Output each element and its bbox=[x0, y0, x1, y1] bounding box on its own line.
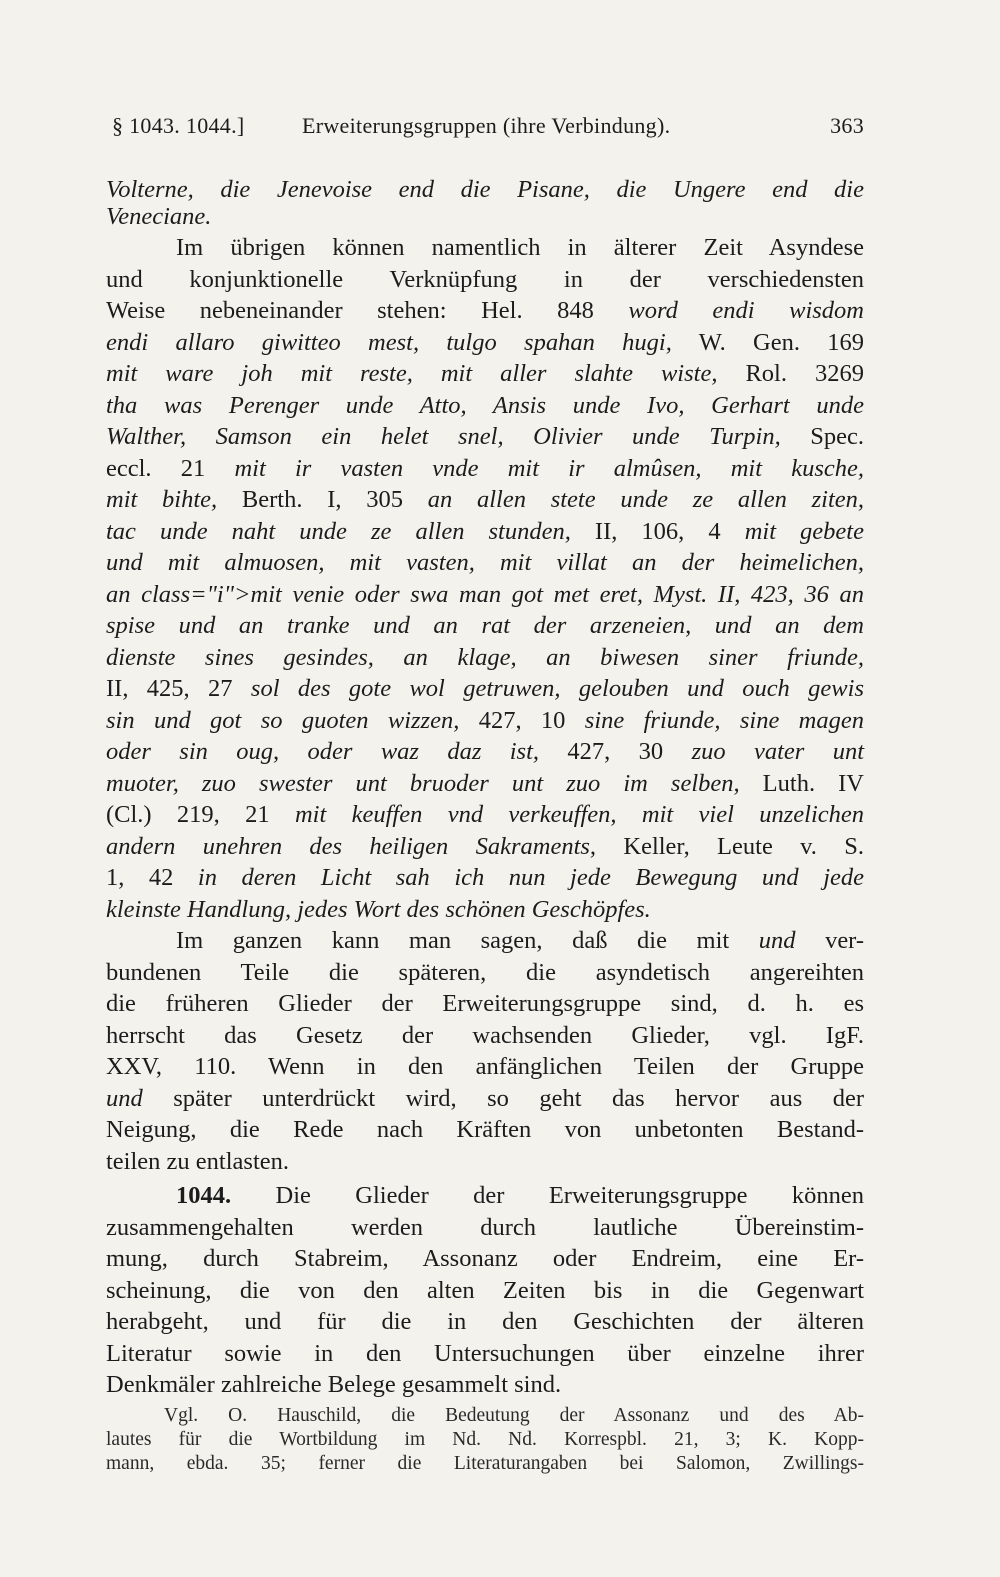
text-line: kleinste Handlung, jedes Wort des schönen Geschöpfes. bbox=[106, 896, 651, 923]
text-line: II, 425, 27 sol des gote wol getruwen, gelouben und ouch gewis bbox=[106, 675, 864, 702]
text-line: Veneciane. bbox=[106, 203, 212, 230]
text-line: herrscht das Gesetz der wachsenden Glieder, vgl. IgF. bbox=[106, 1022, 864, 1049]
text-line: herabgeht, und für die in den Geschichten der älteren bbox=[106, 1308, 864, 1335]
text-line: Literatur sowie in den Untersuchungen über einzelne ihrer bbox=[106, 1340, 864, 1367]
section-reference: § 1043. 1044.] bbox=[112, 113, 245, 138]
text-line: tac unde naht unde ze allen stunden, II, 106, 4 mit gebete bbox=[106, 518, 864, 545]
text-line: andern unehren des heiligen Sakraments, Keller, Leute v. S. bbox=[106, 833, 864, 860]
text-line: und mit almuosen, mit vasten, mit villat an der heimelichen, bbox=[106, 549, 864, 576]
text-line: oder sin oug, oder waz daz ist, 427, 30 zuo vater unt bbox=[106, 738, 865, 765]
text-line: spise und an tranke und an rat der arzeneien, und an dem bbox=[106, 612, 864, 639]
text-line: bundenen Teile die späteren, die asyndetisch angereihten bbox=[106, 959, 864, 986]
text-line: (Cl.) 219, 21 mit keuffen vnd verkeuffen, mit viel unzelichen bbox=[106, 801, 864, 828]
text-line: scheinung, die von den alten Zeiten bis in die Gegenwart bbox=[106, 1277, 864, 1304]
text-line: tha was Perenger unde Atto, Ansis unde Ivo, Gerhart unde bbox=[106, 392, 864, 419]
text-line: 1, 42 in deren Licht sah ich nun jede Bewegung und jede bbox=[106, 864, 865, 891]
text-line: und später unterdrückt wird, so geht das hervor aus der bbox=[106, 1085, 864, 1112]
text-line: XXV, 110. Wenn in den anfänglichen Teilen der Gruppe bbox=[106, 1053, 864, 1080]
footnote-line: Vgl. O. Hauschild, die Bedeutung der Assonanz und des Ab- bbox=[164, 1405, 864, 1426]
text-line: Neigung, die Rede nach Kräften von unbetonten Bestand- bbox=[106, 1116, 864, 1143]
text-line: Im ganzen kann man sagen, daß die mit und ver- bbox=[176, 927, 865, 954]
text-line: an class="i">mit venie oder swa man got met eret, Myst. II, 423, 36 an bbox=[106, 581, 864, 608]
footnote-line: mann, ebda. 35; ferner die Literaturangaben bei Salomon, Zwillings- bbox=[106, 1453, 864, 1474]
text-line: mung, durch Stabreim, Assonanz oder Endreim, eine Er- bbox=[106, 1245, 864, 1272]
text-line: mit ware joh mit reste, mit aller slahte wiste, Rol. 3269 bbox=[106, 360, 864, 387]
running-header bbox=[112, 113, 864, 143]
text-line: Volterne, die Jenevoise end die Pisane, die Ungere end die bbox=[106, 176, 864, 203]
text-line: endi allaro giwitteo mest, tulgo spahan hugi, W. Gen. 169 bbox=[106, 329, 865, 356]
text-line: und konjunktionelle Verknüpfung in der verschiedensten bbox=[106, 266, 864, 293]
text-line: teilen zu entlasten. bbox=[106, 1148, 289, 1175]
page-number: 363 bbox=[830, 113, 864, 138]
text-line: Denkmäler zahlreiche Belege gesammelt sind. bbox=[106, 1371, 562, 1398]
text-line: die früheren Glieder der Erweiterungsgruppe sind, d. h. es bbox=[106, 990, 864, 1017]
text-line: Im übrigen können namentlich in älterer Zeit Asyndese bbox=[176, 234, 864, 261]
text-line: sin und got so guoten wizzen, 427, 10 sine friunde, sine magen bbox=[106, 707, 864, 734]
text-line: Weise nebeneinander stehen: Hel. 848 word endi wisdom bbox=[106, 297, 864, 324]
text-line: zusammengehalten werden durch lautliche Übereinstim- bbox=[106, 1214, 864, 1241]
text-line: eccl. 21 mit ir vasten vnde mit ir almûsen, mit kusche, bbox=[106, 455, 864, 482]
text-line: dienste sines gesindes, an klage, an biwesen siner friunde, bbox=[106, 644, 864, 671]
chapter-title: Erweiterungsgruppen (ihre Verbindung). bbox=[302, 113, 671, 138]
text-line: mit bihte, Berth. I, 305 an allen stete unde ze allen ziten, bbox=[106, 486, 864, 513]
section-1044-start: 1044. Die Glieder der Erweiterungsgruppe können bbox=[176, 1182, 864, 1209]
text-line: muoter, zuo swester unt bruoder unt zuo im selben, Luth. IV bbox=[106, 770, 864, 797]
footnote-line: lautes für die Wortbildung im Nd. Nd. Korrespbl. 21, 3; K. Kopp- bbox=[106, 1429, 864, 1450]
text-line: Walther, Samson ein helet snel, Olivier unde Turpin, Spec. bbox=[106, 423, 865, 450]
